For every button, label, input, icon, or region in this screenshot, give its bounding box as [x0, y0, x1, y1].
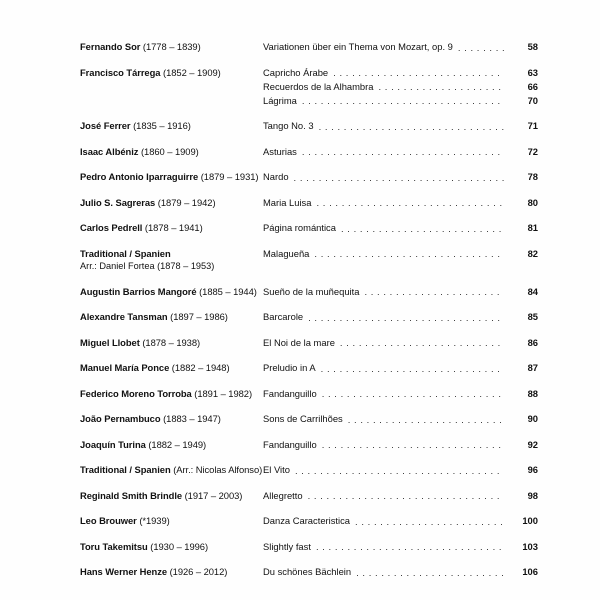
- work-row[interactable]: [263, 514, 538, 528]
- work-page-number: 103: [522, 540, 538, 552]
- composer-line: [80, 66, 257, 79]
- composer-name: Leo Brouwer: [80, 515, 137, 527]
- composer-cell: [80, 285, 263, 298]
- works-cell: [263, 119, 538, 133]
- work-row[interactable]: [263, 170, 538, 184]
- composer-cell: [80, 540, 263, 553]
- work-page-number: 92: [527, 438, 538, 450]
- works-cell: [263, 221, 538, 235]
- dot-leader: [348, 414, 504, 425]
- composer-line: [80, 463, 263, 476]
- composer-dates: (1917 – 2003): [184, 489, 243, 501]
- work-row[interactable]: [263, 438, 538, 452]
- composer-line: [80, 285, 257, 298]
- composer-dates: (1879 – 1931): [200, 171, 259, 182]
- work-row[interactable]: [263, 66, 538, 80]
- composer-name: Manuel María Ponce: [80, 362, 170, 374]
- composer-name: Miguel Llobet: [80, 336, 140, 348]
- works-cell: [263, 336, 538, 350]
- composer-name: José Ferrer: [80, 120, 131, 131]
- toc-entry: [80, 40, 538, 54]
- composer-line: [80, 196, 257, 209]
- work-page-number: 63: [527, 66, 538, 78]
- toc-entry: [80, 336, 538, 350]
- composer-dates: (*1939): [139, 515, 170, 527]
- dot-leader: [378, 81, 504, 92]
- work-row[interactable]: [263, 310, 538, 324]
- work-title: Página romántica: [263, 222, 336, 233]
- dot-leader: [364, 286, 504, 297]
- work-page-number: 80: [527, 196, 538, 208]
- composer-line: [80, 119, 257, 132]
- toc-entry: [80, 285, 538, 299]
- composer-name: Joaquín Turina: [80, 438, 146, 450]
- composer-dates: (1930 – 1996): [150, 540, 209, 552]
- work-row[interactable]: [263, 489, 538, 503]
- dot-leader: [302, 95, 504, 106]
- work-row[interactable]: [263, 285, 538, 299]
- toc-entry: [80, 310, 538, 324]
- work-row[interactable]: [263, 565, 538, 579]
- dot-leader: [316, 197, 504, 208]
- dot-leader: [294, 172, 504, 183]
- works-cell: [263, 285, 538, 299]
- works-cell: [263, 247, 538, 261]
- composer-line: [80, 221, 257, 234]
- work-row[interactable]: [263, 221, 538, 235]
- work-page-number: 58: [527, 41, 538, 52]
- works-cell: [263, 412, 538, 426]
- dot-leader: [295, 465, 504, 476]
- work-page-number: 70: [527, 94, 538, 106]
- work-page-number: 72: [527, 145, 538, 157]
- composer-cell: [80, 412, 263, 425]
- work-row[interactable]: [263, 40, 538, 54]
- works-cell: [263, 540, 538, 554]
- work-title: Lágrima: [263, 94, 297, 106]
- composer-cell: [80, 310, 263, 323]
- dot-leader: [355, 516, 504, 527]
- work-row[interactable]: [263, 145, 538, 159]
- toc-entry: [80, 145, 538, 159]
- dot-leader: [333, 67, 504, 78]
- composer-line: [80, 438, 257, 451]
- composer-dates: (1885 – 1944): [199, 285, 257, 297]
- composer-name: Isaac Albéniz: [80, 145, 139, 157]
- composer-cell: [80, 514, 263, 527]
- work-title: El Vito: [263, 464, 290, 476]
- work-page-number: 78: [527, 171, 538, 182]
- toc-entry: [80, 489, 538, 503]
- work-row[interactable]: [263, 387, 538, 401]
- toc-entry: [80, 221, 538, 235]
- work-row[interactable]: [263, 247, 538, 261]
- composer-dates: (1860 – 1909): [140, 145, 199, 157]
- work-title: Barcarole: [263, 311, 304, 323]
- composer-cell: [80, 145, 263, 158]
- work-page-number: 100: [522, 515, 538, 527]
- toc-entry: [80, 361, 538, 375]
- work-row[interactable]: [263, 119, 538, 133]
- dot-leader: [321, 363, 504, 374]
- composer-cell: [80, 247, 263, 274]
- composer-line: [80, 489, 257, 502]
- works-cell: [263, 66, 538, 108]
- works-cell: [263, 361, 538, 375]
- work-title: Asturias: [263, 145, 297, 157]
- work-title: Du schönes Bächlein: [263, 566, 352, 578]
- composer-name: Reginald Smith Brindle: [80, 489, 183, 501]
- composer-name: Traditional / Spanien: [80, 247, 171, 259]
- composer-line: [80, 145, 257, 158]
- composer-dates: (1835 – 1916): [133, 120, 191, 131]
- work-page-number: 81: [527, 222, 538, 233]
- work-title: Capricho Árabe: [263, 66, 329, 78]
- dot-leader: [322, 388, 504, 399]
- composer-dates: (1882 – 1948): [171, 362, 230, 374]
- work-title: Allegretto: [263, 489, 303, 501]
- composer-name: Alexandre Tansman: [80, 311, 168, 323]
- composer-name: Francisco Tárrega: [80, 66, 161, 78]
- toc-entry: [80, 540, 538, 554]
- composer-arranger-line: Arr.: Daniel Fortea (1878 – 1953): [80, 261, 215, 272]
- dot-leader: [316, 541, 504, 552]
- toc-entry: [80, 514, 538, 528]
- composer-cell: [80, 336, 263, 349]
- composer-name: Augustin Barrios Mangoré: [80, 285, 197, 297]
- work-title: Variationen über ein Thema von Mozart, op. 9: [263, 41, 453, 52]
- toc-entry: [80, 463, 538, 477]
- composer-name: Toru Takemitsu: [80, 540, 148, 552]
- work-row[interactable]: [263, 463, 538, 477]
- composer-dates: (1878 – 1938): [142, 336, 201, 348]
- works-cell: [263, 40, 538, 54]
- composer-line: [80, 170, 257, 183]
- works-cell: [263, 310, 538, 324]
- toc-entry-list: [80, 40, 538, 579]
- composer-cell: [80, 40, 263, 53]
- dot-leader: [308, 312, 504, 323]
- composer-dates: (1926 – 2012): [169, 566, 228, 578]
- toc-entry: [80, 565, 538, 579]
- work-title: Maria Luisa: [263, 196, 312, 208]
- composer-name: Federico Moreno Torroba: [80, 387, 192, 399]
- composer-line: [80, 310, 257, 323]
- composer-cell: [80, 170, 263, 183]
- composer-cell: [80, 565, 263, 578]
- composer-line: [80, 514, 257, 527]
- work-page-number: 88: [527, 387, 538, 399]
- works-cell: [263, 514, 538, 528]
- dot-leader: [341, 223, 504, 234]
- work-page-number: 84: [527, 285, 538, 297]
- work-title: Preludio in A: [263, 362, 316, 374]
- composer-cell: [80, 463, 263, 476]
- dot-leader: [308, 490, 504, 501]
- work-page-number: 71: [527, 120, 538, 131]
- dot-leader: [356, 567, 504, 578]
- dot-leader: [314, 248, 504, 259]
- work-page-number: 98: [527, 489, 538, 501]
- composer-cell: [80, 196, 263, 209]
- composer-dates: (1897 – 1986): [170, 311, 228, 323]
- composer-name: Carlos Pedrell: [80, 222, 143, 233]
- work-page-number: 86: [527, 336, 538, 348]
- composer-cell: [80, 438, 263, 451]
- composer-name: Pedro Antonio Iparraguirre: [80, 171, 199, 182]
- toc-entry: [80, 438, 538, 452]
- composer-dates: (1852 – 1909): [163, 66, 221, 78]
- composer-dates: (1883 – 1947): [163, 413, 221, 425]
- work-title: Danza Caracteristica: [263, 515, 351, 527]
- toc-entry: [80, 412, 538, 426]
- dot-leader: [458, 42, 504, 53]
- toc-entry: [80, 196, 538, 210]
- toc-entry: [80, 66, 538, 108]
- work-row[interactable]: [263, 196, 538, 210]
- dot-leader: [302, 146, 504, 157]
- work-page-number: 87: [527, 362, 538, 374]
- work-page-number: 85: [527, 311, 538, 323]
- composer-dates: (1778 – 1839): [142, 41, 201, 52]
- work-page-number: 66: [527, 80, 538, 92]
- works-cell: [263, 489, 538, 503]
- work-page-number: 82: [527, 247, 538, 259]
- toc-entry: [80, 247, 538, 274]
- dot-leader: [319, 121, 504, 132]
- composer-line: [80, 361, 257, 374]
- composer-dates: (1891 – 1982): [194, 387, 253, 399]
- works-cell: [263, 463, 538, 477]
- composer-dates: (1879 – 1942): [157, 196, 216, 208]
- work-title: Sons de Carrilhões: [263, 413, 343, 425]
- dot-leader: [322, 439, 504, 450]
- works-cell: [263, 387, 538, 401]
- work-title: Malagueña: [263, 247, 310, 259]
- work-title: Sueño de la muñequita: [263, 285, 360, 297]
- composer-dates: (Arr.: Nicolas Alfonso): [173, 464, 263, 476]
- composer-dates: (1878 – 1941): [144, 222, 203, 233]
- work-page-number: 96: [527, 464, 538, 476]
- work-title: Tango No. 3: [263, 120, 314, 131]
- composer-name: Hans Werner Henze: [80, 566, 168, 578]
- work-title: El Noi de la mare: [263, 336, 335, 348]
- toc-entry: [80, 387, 538, 401]
- composer-line: [80, 247, 257, 260]
- composer-cell: [80, 387, 263, 400]
- composer-line: [80, 412, 257, 425]
- composer-dates: (1882 – 1949): [148, 438, 207, 450]
- work-title: Recuerdos de la Alhambra: [263, 80, 374, 92]
- works-cell: [263, 196, 538, 210]
- toc-entry: [80, 119, 538, 133]
- composer-line: [80, 565, 257, 578]
- work-row[interactable]: [263, 80, 538, 94]
- works-cell: [263, 438, 538, 452]
- work-title: Fandanguillo: [263, 387, 317, 399]
- work-row[interactable]: [263, 540, 538, 554]
- toc-entry: [80, 170, 538, 184]
- composer-cell: [80, 66, 263, 79]
- composer-cell: [80, 221, 263, 234]
- composer-cell: [80, 361, 263, 374]
- composer-line: [80, 336, 257, 349]
- dot-leader: [340, 337, 504, 348]
- work-title: Slightly fast: [263, 540, 311, 552]
- works-cell: [263, 145, 538, 159]
- composer-cell: [80, 119, 263, 132]
- composer-cell: [80, 489, 263, 502]
- composer-line: [80, 387, 257, 400]
- work-title: Nardo: [263, 171, 289, 182]
- work-row[interactable]: [263, 94, 538, 108]
- works-cell: [263, 170, 538, 184]
- work-row[interactable]: [263, 336, 538, 350]
- work-row[interactable]: [263, 412, 538, 426]
- work-page-number: 90: [527, 413, 538, 425]
- work-page-number: 106: [522, 566, 538, 578]
- work-row[interactable]: [263, 361, 538, 375]
- work-title: Fandanguillo: [263, 438, 317, 450]
- composer-line: [80, 40, 257, 53]
- works-cell: [263, 565, 538, 579]
- composer-name: Julio S. Sagreras: [80, 196, 156, 208]
- composer-name: Fernando Sor: [80, 41, 141, 52]
- composer-line: [80, 540, 257, 553]
- composer-name: João Pernambuco: [80, 413, 161, 425]
- composer-name: Traditional / Spanien: [80, 464, 171, 476]
